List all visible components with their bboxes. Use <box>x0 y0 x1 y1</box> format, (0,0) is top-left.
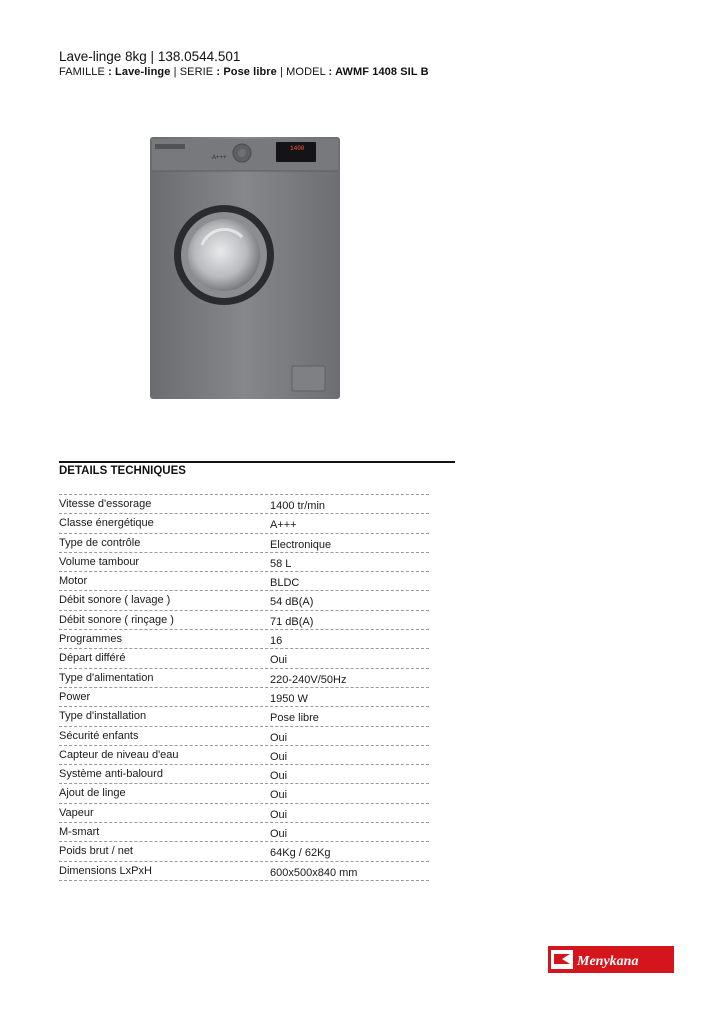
display-readout: 1400 <box>290 145 305 152</box>
spec-value: 1400 tr/min <box>270 500 326 512</box>
spec-row <box>59 552 429 571</box>
spec-row <box>59 726 429 745</box>
spec-value: 64Kg / 62Kg <box>270 847 331 860</box>
spec-row <box>59 590 429 609</box>
spec-value: 71 dB(A) <box>270 615 314 628</box>
spec-label: Poids brut / net <box>59 845 133 858</box>
spec-value: A+++ <box>270 519 297 532</box>
spec-row <box>59 571 429 590</box>
filter-cover <box>292 366 325 391</box>
spec-label: Type de contrôle <box>59 536 141 549</box>
famille-label: FAMILLE <box>59 66 105 78</box>
spec-value: Oui <box>270 654 288 667</box>
spec-label: Power <box>59 690 91 703</box>
spec-value: 58 L <box>270 557 292 570</box>
spec-label: Sécurité enfants <box>59 729 139 742</box>
spec-value: 220-240V/50Hz <box>270 673 347 686</box>
spec-row <box>59 783 429 802</box>
model-value: AWMF 1408 SIL B <box>335 66 429 78</box>
spec-value: BLDC <box>270 577 300 590</box>
spec-row <box>59 745 429 764</box>
serie-label: SERIE <box>179 66 214 78</box>
spec-value: Oui <box>270 828 288 841</box>
spec-value: Oui <box>270 808 288 821</box>
spec-label: Volume tambour <box>59 555 140 568</box>
spec-label: Départ différé <box>59 652 126 665</box>
spec-row <box>59 668 429 687</box>
spec-row <box>59 494 429 513</box>
spec-label: Programmes <box>59 633 122 646</box>
spec-label: Vapeur <box>59 806 94 819</box>
spec-row <box>59 513 429 532</box>
spec-row <box>59 533 429 552</box>
spec-label: Type d'installation <box>59 710 147 723</box>
spec-row <box>59 706 429 725</box>
spec-value: 600x500x840 mm <box>270 866 358 879</box>
brand-badge <box>155 144 185 149</box>
spec-value: Electronique <box>270 538 332 551</box>
spec-value: 54 dB(A) <box>270 596 314 609</box>
spec-label: Type d'alimentation <box>59 671 154 684</box>
spec-label: Débit sonore ( rinçage ) <box>59 613 174 626</box>
spec-label: Vitesse d'essorage <box>59 498 152 510</box>
energy-label: A+++ <box>212 155 227 161</box>
spec-label: Capteur de niveau d'eau <box>59 748 179 761</box>
section-divider <box>59 461 455 463</box>
spec-row <box>59 764 429 783</box>
spec-value: Oui <box>270 731 288 744</box>
product-title: Lave-linge 8kg | 138.0544.501 <box>59 49 241 64</box>
spec-label: Ajout de linge <box>59 787 126 800</box>
serie-value: Pose libre <box>223 66 277 78</box>
famille-value: Lave-linge <box>115 66 171 78</box>
spec-label: Motor <box>59 575 88 588</box>
spec-row <box>59 803 429 822</box>
spec-row <box>59 822 429 841</box>
spec-row <box>59 687 429 706</box>
spec-value: Oui <box>270 789 288 802</box>
spec-row <box>59 861 429 881</box>
spec-row <box>59 648 429 667</box>
spec-value: 16 <box>270 635 283 648</box>
spec-value: 1950 W <box>270 692 308 705</box>
washing-machine-image <box>150 137 340 399</box>
section-title: DETAILS TECHNIQUES <box>59 465 186 477</box>
spec-label: M-smart <box>59 826 100 839</box>
spec-value: Oui <box>270 770 288 783</box>
spec-row <box>59 841 429 860</box>
product-meta: FAMILLE : Lave-linge | SERIE : Pose libre | MODEL : AWMF 1408 SIL B <box>59 66 429 78</box>
spec-label: Classe énergétique <box>59 517 154 530</box>
spec-value: Oui <box>270 750 288 763</box>
model-label: MODEL <box>286 66 326 78</box>
spec-row <box>59 629 429 648</box>
spec-label: Système anti-balourd <box>59 768 163 781</box>
svg-text:Menykana: Menykana <box>577 954 639 969</box>
brand-logo <box>548 946 674 973</box>
spec-label: Dimensions LxPxH <box>59 864 152 877</box>
spec-table <box>59 494 429 881</box>
spec-row <box>59 610 429 629</box>
spec-label: Débit sonore ( lavage ) <box>59 594 171 607</box>
spec-value: Pose libre <box>270 712 319 725</box>
